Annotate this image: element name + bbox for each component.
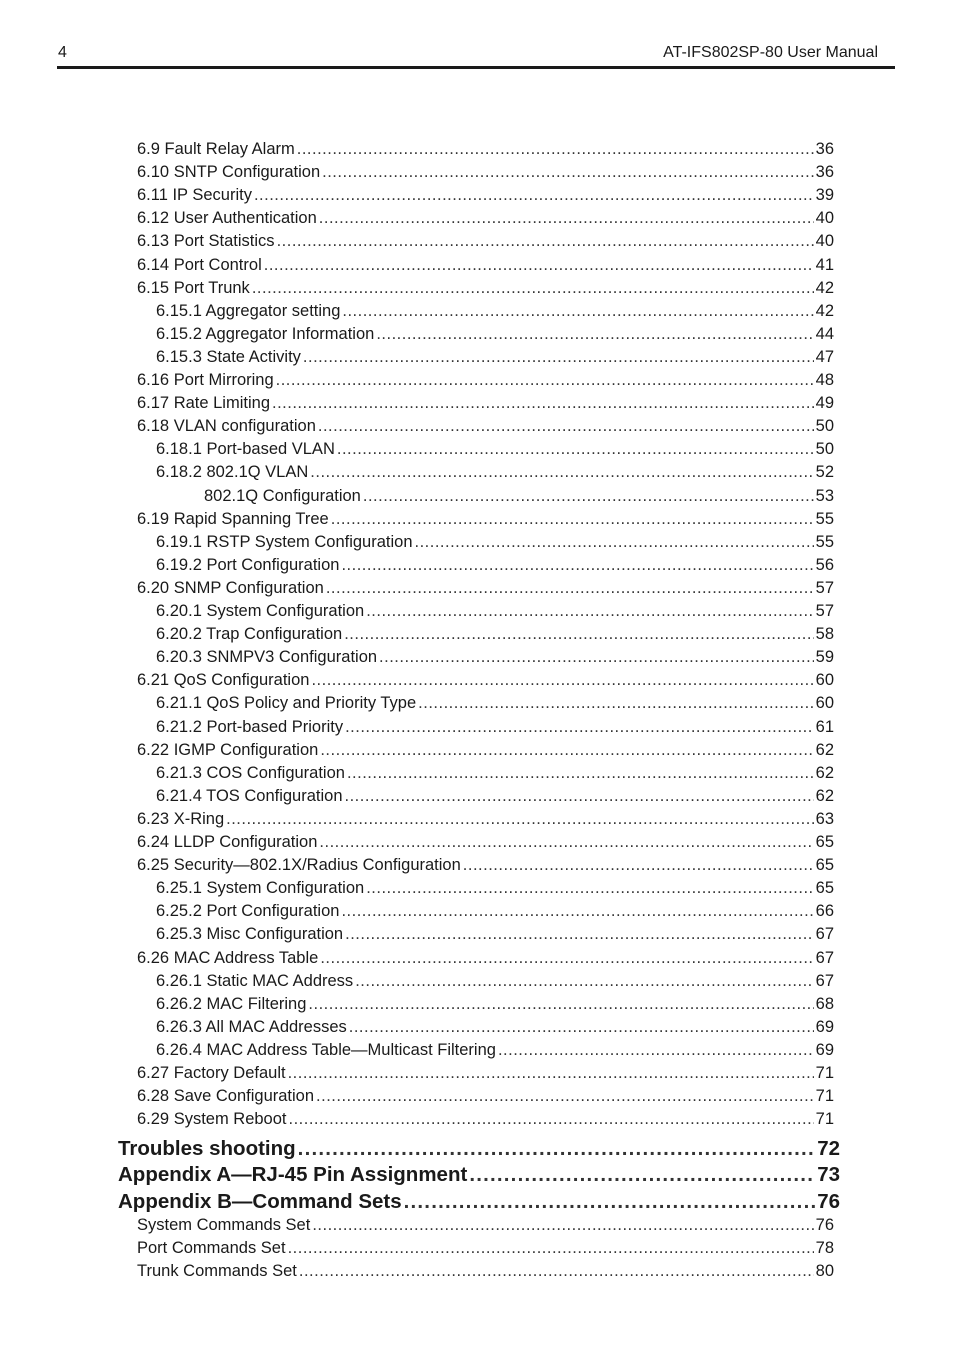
toc-entry-label: 6.12 User Authentication	[137, 209, 317, 228]
toc-main-entry[interactable]	[118, 1163, 840, 1190]
toc-entry-label: 6.24 LLDP Configuration	[137, 833, 318, 851]
toc-entry[interactable]	[137, 209, 834, 232]
toc-dot-leader	[254, 186, 814, 205]
toc-entry-page-number: 44	[815, 324, 834, 343]
toc-entry-page-number: 42	[815, 278, 834, 297]
toc-dot-leader	[341, 556, 813, 575]
toc-entry-page-number: 80	[815, 1262, 834, 1281]
header-rule	[57, 66, 895, 69]
toc-dot-leader	[226, 810, 814, 829]
toc-entry-label: 6.18.1 Port-based VLAN	[156, 440, 335, 459]
toc-dot-leader	[311, 671, 813, 690]
toc-entry-page-number: 52	[815, 463, 834, 482]
toc-entry[interactable]	[137, 741, 834, 764]
toc-dot-leader	[347, 764, 814, 783]
toc-entry-page-number: 65	[815, 856, 834, 875]
toc-entry[interactable]	[137, 1064, 834, 1087]
toc-entry[interactable]	[137, 671, 834, 694]
toc-entry-page-number: 62	[815, 740, 834, 759]
toc-entry-label: 6.22 IGMP Configuration	[137, 740, 319, 759]
toc-entry-page-number: 61	[815, 717, 834, 736]
toc-entry-label: 6.20.3 SNMPV3 Configuration	[156, 648, 378, 667]
toc-entry-label: 6.28 Save Configuration	[137, 1087, 315, 1106]
toc-dot-leader	[337, 440, 814, 459]
toc-entry-label: Appendix A—RJ-45 Pin Assignment	[118, 1163, 468, 1187]
toc-dot-leader	[331, 510, 814, 529]
toc-entry-label: 6.20 SNMP Configuration	[137, 578, 324, 597]
toc-entry[interactable]	[156, 787, 834, 810]
toc-entry[interactable]	[137, 279, 834, 302]
toc-dot-leader	[366, 879, 813, 898]
toc-entry-page-number: 57	[815, 602, 834, 620]
toc-entry-page-number: 40	[815, 232, 834, 251]
toc-entry[interactable]	[156, 1041, 834, 1064]
toc-entry[interactable]	[156, 648, 834, 671]
toc-dot-leader	[319, 833, 813, 852]
toc-entry[interactable]	[137, 833, 834, 856]
toc-dot-leader	[276, 371, 814, 390]
toc-entry[interactable]	[156, 925, 834, 948]
toc-entry-page-number: 73	[817, 1163, 840, 1187]
toc-entry[interactable]	[156, 694, 834, 717]
toc-entry-page-number: 65	[815, 833, 834, 851]
toc-entry-page-number: 36	[815, 140, 834, 158]
toc-entry[interactable]	[156, 972, 834, 995]
toc-entry[interactable]	[156, 995, 834, 1018]
toc-entry-page-number: 60	[815, 671, 834, 690]
toc-entry-label: 6.21.2 Port-based Priority	[156, 717, 344, 736]
toc-dot-leader	[288, 1239, 814, 1258]
toc-entry[interactable]	[156, 1018, 834, 1041]
toc-entry[interactable]	[137, 579, 834, 602]
toc-dot-leader	[349, 1018, 814, 1037]
toc-entry-page-number: 71	[815, 1110, 834, 1129]
toc-entry-label: 6.15 Port Trunk	[137, 278, 250, 297]
toc-dot-leader	[297, 140, 814, 159]
toc-entry[interactable]	[156, 602, 834, 625]
toc-entry-label: 6.17 Rate Limiting	[137, 394, 270, 413]
toc-entry-page-number: 67	[815, 948, 834, 967]
toc-dot-leader	[322, 163, 814, 182]
toc-entry[interactable]	[204, 487, 834, 510]
toc-dot-leader	[277, 232, 814, 251]
toc-entry[interactable]	[137, 256, 834, 279]
toc-entry[interactable]	[156, 348, 834, 371]
toc-entry-page-number: 47	[815, 347, 834, 366]
toc-dot-leader	[312, 1216, 813, 1235]
toc-entry-label: 6.21.3 COS Configuration	[156, 763, 345, 782]
toc-entry-page-number: 50	[815, 417, 834, 436]
toc-entry-page-number: 69	[815, 1040, 834, 1059]
toc-entry-label: 802.1Q Configuration	[204, 486, 361, 505]
toc-entry-label: 6.18 VLAN configuration	[137, 417, 316, 436]
toc-entry-label: 6.25 Security—802.1X/Radius Configuration	[137, 856, 461, 875]
toc-entry-label: 6.13 Port Statistics	[137, 232, 275, 251]
toc-entry[interactable]	[137, 186, 834, 209]
toc-entry-label: 6.23 X-Ring	[137, 809, 225, 828]
toc-entry-page-number: 72	[817, 1136, 840, 1160]
toc-entry-label: 6.15.2 Aggregator Information	[156, 324, 375, 343]
toc-entry-page-number: 41	[815, 255, 834, 274]
toc-entry-label: 6.25.2 Port Configuration	[156, 902, 340, 921]
toc-entry-label: 6.19.2 Port Configuration	[156, 555, 340, 574]
toc-entry-label: 6.26.3 All MAC Addresses	[156, 1017, 347, 1036]
toc-entry[interactable]	[137, 1239, 834, 1262]
toc-dot-leader	[463, 856, 814, 875]
toc-entry[interactable]	[137, 1087, 834, 1110]
toc-entry[interactable]	[156, 718, 834, 741]
toc-entry-page-number: 71	[815, 1087, 834, 1106]
toc-entry[interactable]	[137, 140, 834, 163]
toc-dot-leader	[299, 1262, 814, 1281]
toc-entry-page-number: 55	[815, 532, 834, 551]
toc-entry-page-number: 49	[815, 394, 834, 413]
toc-entry-page-number: 76	[815, 1216, 834, 1235]
toc-entry-page-number: 48	[815, 371, 834, 389]
toc-dot-leader	[252, 279, 814, 298]
toc-entry[interactable]	[156, 764, 834, 787]
toc-entry-label: 6.21 QoS Configuration	[137, 671, 310, 690]
toc-entry[interactable]	[156, 556, 834, 579]
toc-entry-page-number: 76	[817, 1189, 840, 1213]
toc-dot-leader	[498, 1041, 814, 1060]
toc-dot-leader	[345, 925, 814, 944]
toc-entry-label: 6.21.1 QoS Policy and Priority Type	[156, 694, 417, 713]
toc-entry-page-number: 40	[815, 209, 834, 228]
toc-entry-label: 6.15.1 Aggregator setting	[156, 301, 341, 320]
toc-dot-leader	[341, 902, 813, 921]
toc-dot-leader	[298, 1137, 816, 1161]
toc-entry-page-number: 39	[815, 186, 834, 205]
toc-entry[interactable]	[156, 440, 834, 463]
toc-entry[interactable]	[137, 371, 834, 394]
toc-entry-page-number: 68	[815, 994, 834, 1013]
toc-entry-page-number: 66	[815, 902, 834, 921]
toc-entry[interactable]	[137, 394, 834, 417]
toc-entry[interactable]	[137, 163, 834, 186]
toc-entry-label: 6.26.4 MAC Address Table—Multicast Filtering	[156, 1040, 496, 1059]
toc-dot-leader	[289, 1110, 814, 1129]
toc-entry[interactable]	[156, 325, 834, 348]
toc-entry-label: 6.20.1 System Configuration	[156, 602, 365, 620]
toc-entry-page-number: 56	[815, 555, 834, 574]
toc-entry-page-number: 71	[815, 1064, 834, 1082]
toc-entry-label: Port Commands Set	[137, 1239, 286, 1258]
toc-entry-page-number: 58	[815, 625, 834, 644]
toc-entry-label: 6.9 Fault Relay Alarm	[137, 140, 295, 158]
toc-entry-page-number: 55	[815, 509, 834, 528]
toc-entry-page-number: 62	[815, 786, 834, 805]
toc-entry-page-number: 59	[815, 648, 834, 667]
toc-dot-leader	[320, 741, 813, 760]
toc-dot-leader	[344, 625, 813, 644]
toc-entry-page-number: 65	[815, 879, 834, 898]
toc-entry-label: 6.15.3 State Activity	[156, 347, 301, 366]
manual-title: AT-IFS802SP-80 User Manual	[663, 44, 878, 61]
toc-dot-leader	[345, 718, 814, 737]
toc-entry[interactable]	[137, 1262, 834, 1285]
toc-entry-label: Trunk Commands Set	[137, 1262, 297, 1281]
toc-entry-label: 6.20.2 Trap Configuration	[156, 625, 343, 644]
toc-entry-page-number: 57	[815, 578, 834, 597]
toc-entry[interactable]	[137, 510, 834, 533]
toc-entry[interactable]	[137, 949, 834, 972]
toc-dot-leader	[320, 949, 813, 968]
toc-dot-leader	[303, 348, 814, 367]
toc-dot-leader	[415, 533, 814, 552]
toc-entry[interactable]	[137, 1216, 834, 1239]
toc-entry-page-number: 60	[815, 694, 834, 713]
toc-dot-leader	[363, 487, 814, 506]
toc-entry-label: 6.21.4 TOS Configuration	[156, 786, 343, 805]
toc-entry-label: 6.19.1 RSTP System Configuration	[156, 532, 413, 551]
toc-dot-leader	[326, 579, 814, 598]
toc-dot-leader	[288, 1064, 814, 1083]
page-number: 4	[58, 44, 67, 61]
toc-dot-leader	[342, 302, 813, 321]
toc-entry-label: Troubles shooting	[118, 1136, 296, 1160]
toc-entry[interactable]	[137, 856, 834, 879]
toc-entry-page-number: 67	[815, 925, 834, 944]
toc-entry[interactable]	[156, 625, 834, 648]
toc-entry-label: 6.26.2 MAC Filtering	[156, 994, 307, 1013]
toc-entry-label: 6.14 Port Control	[137, 255, 262, 274]
toc-dot-leader	[308, 995, 813, 1014]
toc-dot-leader	[319, 209, 814, 228]
toc-entry-label: 6.26 MAC Address Table	[137, 948, 319, 967]
toc-dot-leader	[264, 256, 814, 275]
toc-entry-label: 6.29 System Reboot	[137, 1110, 287, 1129]
toc-entry-page-number: 67	[815, 971, 834, 990]
toc-entry[interactable]	[137, 1110, 834, 1133]
toc-entry-label: 6.11 IP Security	[137, 186, 252, 205]
toc-entry-label: 6.25.3 Misc Configuration	[156, 925, 344, 944]
toc-dot-leader	[418, 694, 813, 713]
toc-entry-page-number: 78	[815, 1239, 834, 1258]
toc-entry-page-number: 62	[815, 763, 834, 782]
toc-dot-leader	[366, 602, 813, 621]
toc-dot-leader	[318, 417, 814, 436]
toc-main-entry[interactable]	[118, 1190, 840, 1217]
toc-entry-label: 6.27 Factory Default	[137, 1064, 286, 1082]
toc-entry-page-number: 36	[815, 163, 834, 182]
toc-entry-page-number: 53	[815, 486, 834, 505]
toc-dot-leader	[379, 648, 814, 667]
toc-entry[interactable]	[137, 810, 834, 833]
toc-main-entry[interactable]	[118, 1137, 840, 1164]
toc-entry-label: 6.25.1 System Configuration	[156, 879, 365, 898]
toc-entry-page-number: 42	[815, 301, 834, 320]
toc-entry[interactable]	[156, 533, 834, 556]
toc-dot-leader	[316, 1087, 814, 1106]
toc-entry-page-number: 63	[815, 809, 834, 828]
toc-entry-label: 6.18.2 802.1Q VLAN	[156, 463, 309, 482]
toc-dot-leader	[345, 787, 814, 806]
toc-entry-label: 6.19 Rapid Spanning Tree	[137, 509, 329, 528]
toc-entry-label: Appendix B—Command Sets	[118, 1189, 402, 1213]
toc-dot-leader	[355, 972, 813, 991]
toc-entry-label: 6.16 Port Mirroring	[137, 371, 274, 389]
toc-entry-page-number: 50	[815, 440, 834, 459]
toc-entry-label: 6.26.1 Static MAC Address	[156, 971, 354, 990]
toc-dot-leader	[310, 463, 813, 482]
toc-dot-leader	[272, 394, 814, 413]
toc-entry-label: 6.10 SNTP Configuration	[137, 163, 321, 182]
toc-entry[interactable]	[137, 232, 834, 255]
toc-entry-page-number: 69	[815, 1017, 834, 1036]
toc-entry[interactable]	[156, 302, 834, 325]
toc-entry[interactable]	[156, 879, 834, 902]
toc-entry-label: System Commands Set	[137, 1216, 311, 1235]
toc-dot-leader	[404, 1190, 816, 1214]
toc-entry[interactable]	[156, 463, 834, 486]
toc-entry[interactable]	[137, 417, 834, 440]
toc-dot-leader	[376, 325, 813, 344]
toc-dot-leader	[469, 1163, 815, 1187]
toc-entry[interactable]	[156, 902, 834, 925]
page-header	[58, 42, 894, 66]
